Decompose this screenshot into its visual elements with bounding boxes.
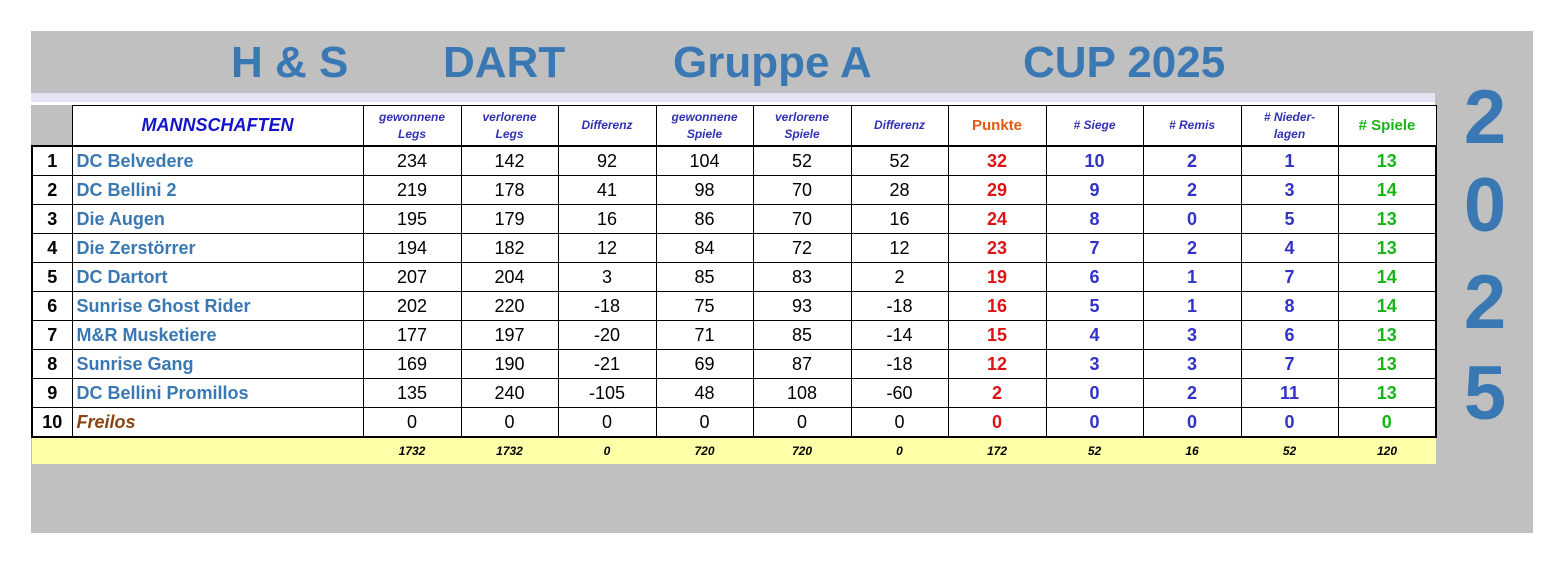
cell-points: 0 [948, 408, 1046, 438]
cell-won-legs: 207 [363, 263, 461, 292]
cell-team: Die Zerstörrer [72, 234, 363, 263]
cell-losses: 3 [1241, 176, 1338, 205]
cell-won-games: 0 [656, 408, 753, 438]
cell-lost-games: 70 [753, 176, 851, 205]
total-won-legs: 1732 [363, 437, 461, 464]
cell-rank: 3 [32, 205, 72, 234]
table-header [32, 106, 1436, 147]
cell-games: 14 [1338, 292, 1436, 321]
cell-losses: 6 [1241, 321, 1338, 350]
cell-rank: 9 [32, 379, 72, 408]
total-points: 172 [948, 437, 1046, 464]
cell-games: 13 [1338, 350, 1436, 379]
cell-team: DC Bellini Promillos [72, 379, 363, 408]
cell-won-games: 71 [656, 321, 753, 350]
cell-diff-legs: 12 [558, 234, 656, 263]
totals-row [32, 437, 1436, 464]
cell-points: 32 [948, 146, 1046, 176]
cell-team: DC Belvedere [72, 146, 363, 176]
cell-diff-games: 28 [851, 176, 948, 205]
cell-won-legs: 169 [363, 350, 461, 379]
cell-points: 12 [948, 350, 1046, 379]
cell-points: 24 [948, 205, 1046, 234]
header-diff-legs: Differenz [558, 106, 656, 147]
cell-rank: 2 [32, 176, 72, 205]
cell-team: M&R Musketiere [72, 321, 363, 350]
header-team [72, 106, 363, 147]
cell-lost-games: 70 [753, 205, 851, 234]
cell-games: 14 [1338, 263, 1436, 292]
cell-lost-games: 87 [753, 350, 851, 379]
cell-diff-legs: -20 [558, 321, 656, 350]
cell-won-games: 75 [656, 292, 753, 321]
cell-games: 13 [1338, 379, 1436, 408]
cell-won-legs: 0 [363, 408, 461, 438]
cell-lost-legs: 197 [461, 321, 558, 350]
title-bar [31, 31, 1435, 93]
cell-lost-legs: 142 [461, 146, 558, 176]
header-losses: # Nieder- lagen [1241, 106, 1338, 147]
cell-team: DC Bellini 2 [72, 176, 363, 205]
cell-lost-legs: 182 [461, 234, 558, 263]
cell-draws: 3 [1143, 350, 1241, 379]
cell-won-games: 86 [656, 205, 753, 234]
cell-lost-legs: 178 [461, 176, 558, 205]
title-cup: CUP 2025 [1023, 38, 1226, 87]
cell-won-games: 85 [656, 263, 753, 292]
cell-lost-legs: 204 [461, 263, 558, 292]
header-won-games: gewonnene Spiele [656, 106, 753, 147]
cell-lost-games: 85 [753, 321, 851, 350]
cell-lost-games: 93 [753, 292, 851, 321]
cell-draws: 1 [1143, 292, 1241, 321]
cell-rank: 6 [32, 292, 72, 321]
cell-diff-games: 2 [851, 263, 948, 292]
cell-diff-games: 0 [851, 408, 948, 438]
cell-wins: 5 [1046, 292, 1143, 321]
cell-diff-games: -14 [851, 321, 948, 350]
cell-lost-legs: 190 [461, 350, 558, 379]
cell-won-legs: 135 [363, 379, 461, 408]
cell-wins: 0 [1046, 379, 1143, 408]
cell-points: 15 [948, 321, 1046, 350]
cell-points: 16 [948, 292, 1046, 321]
total-lost-legs: 1732 [461, 437, 558, 464]
header-points: Punkte [948, 106, 1046, 147]
cell-diff-games: 52 [851, 146, 948, 176]
title-hs: H & S [231, 38, 349, 87]
cell-points: 19 [948, 263, 1046, 292]
total-lost-games: 720 [753, 437, 851, 464]
cell-lost-legs: 179 [461, 205, 558, 234]
header-diff-games: Differenz [851, 106, 948, 147]
cell-diff-legs: 3 [558, 263, 656, 292]
table-row [32, 205, 1436, 234]
cell-games: 14 [1338, 176, 1436, 205]
table-row [32, 234, 1436, 263]
cell-diff-games: -60 [851, 379, 948, 408]
total-diff-legs: 0 [558, 437, 656, 464]
cell-diff-legs: -105 [558, 379, 656, 408]
header-wins: # Siege [1046, 106, 1143, 147]
cell-games: 13 [1338, 146, 1436, 176]
cell-won-legs: 234 [363, 146, 461, 176]
title-divider [31, 93, 1435, 102]
cell-won-games: 48 [656, 379, 753, 408]
cell-games: 13 [1338, 321, 1436, 350]
header-draws: # Remis [1143, 106, 1241, 147]
table-row [32, 321, 1436, 350]
cell-losses: 11 [1241, 379, 1338, 408]
cell-lost-games: 52 [753, 146, 851, 176]
cell-wins: 10 [1046, 146, 1143, 176]
cell-diff-legs: -21 [558, 350, 656, 379]
cell-lost-games: 72 [753, 234, 851, 263]
cell-draws: 2 [1143, 176, 1241, 205]
table-row [32, 292, 1436, 321]
cell-wins: 3 [1046, 350, 1143, 379]
cell-wins: 9 [1046, 176, 1143, 205]
cell-losses: 7 [1241, 350, 1338, 379]
header-won-legs: gewonnene Legs [363, 106, 461, 147]
cell-diff-legs: 0 [558, 408, 656, 438]
cell-draws: 2 [1143, 146, 1241, 176]
cell-draws: 2 [1143, 234, 1241, 263]
table-row [32, 176, 1436, 205]
cell-won-legs: 194 [363, 234, 461, 263]
total-wins: 52 [1046, 437, 1143, 464]
cell-won-games: 98 [656, 176, 753, 205]
standings-table [31, 105, 1437, 464]
cell-diff-games: 16 [851, 205, 948, 234]
cell-won-games: 69 [656, 350, 753, 379]
year-digit-2: 0 [1463, 163, 1507, 248]
cell-diff-legs: 41 [558, 176, 656, 205]
cell-lost-games: 0 [753, 408, 851, 438]
cell-losses: 7 [1241, 263, 1338, 292]
cell-rank: 4 [32, 234, 72, 263]
total-diff-games: 0 [851, 437, 948, 464]
cell-losses: 8 [1241, 292, 1338, 321]
table-row [32, 350, 1436, 379]
cell-team: Freilos [72, 408, 363, 438]
cell-draws: 2 [1143, 379, 1241, 408]
cell-wins: 4 [1046, 321, 1143, 350]
cell-points: 29 [948, 176, 1046, 205]
total-empty [32, 437, 72, 464]
cell-rank: 7 [32, 321, 72, 350]
cell-draws: 1 [1143, 263, 1241, 292]
table-row [32, 263, 1436, 292]
cell-rank: 1 [32, 146, 72, 176]
header-lost-legs: verlorene Legs [461, 106, 558, 147]
year-digit-4: 5 [1463, 351, 1507, 436]
cell-losses: 0 [1241, 408, 1338, 438]
cell-games: 0 [1338, 408, 1436, 438]
cell-won-legs: 202 [363, 292, 461, 321]
cell-diff-games: 12 [851, 234, 948, 263]
cell-points: 23 [948, 234, 1046, 263]
year-digit-1: 2 [1463, 75, 1507, 160]
cell-points: 2 [948, 379, 1046, 408]
header-games: # Spiele [1338, 106, 1436, 147]
total-won-games: 720 [656, 437, 753, 464]
cell-rank: 5 [32, 263, 72, 292]
cell-wins: 6 [1046, 263, 1143, 292]
cell-won-legs: 177 [363, 321, 461, 350]
year-digit-3: 2 [1463, 260, 1507, 345]
cell-diff-games: -18 [851, 292, 948, 321]
cell-draws: 3 [1143, 321, 1241, 350]
cell-losses: 4 [1241, 234, 1338, 263]
cell-team: Sunrise Ghost Rider [72, 292, 363, 321]
cell-team: DC Dartort [72, 263, 363, 292]
cell-lost-games: 83 [753, 263, 851, 292]
header-corner [32, 106, 72, 147]
header-lost-games: verlorene Spiele [753, 106, 851, 147]
total-games: 120 [1338, 437, 1436, 464]
cell-diff-legs: 92 [558, 146, 656, 176]
cell-losses: 1 [1241, 146, 1338, 176]
cell-lost-legs: 0 [461, 408, 558, 438]
table-row [32, 379, 1436, 408]
cell-draws: 0 [1143, 408, 1241, 438]
cell-lost-legs: 220 [461, 292, 558, 321]
table-row [32, 408, 1436, 438]
cell-won-legs: 195 [363, 205, 461, 234]
cell-team: Die Augen [72, 205, 363, 234]
cell-diff-legs: -18 [558, 292, 656, 321]
cell-wins: 7 [1046, 234, 1143, 263]
title-gruppe: Gruppe A [673, 38, 872, 87]
cell-diff-legs: 16 [558, 205, 656, 234]
cell-rank: 8 [32, 350, 72, 379]
total-draws: 16 [1143, 437, 1241, 464]
cell-draws: 0 [1143, 205, 1241, 234]
cell-lost-games: 108 [753, 379, 851, 408]
cell-diff-games: -18 [851, 350, 948, 379]
cell-won-games: 84 [656, 234, 753, 263]
cell-losses: 5 [1241, 205, 1338, 234]
cell-games: 13 [1338, 234, 1436, 263]
cell-team: Sunrise Gang [72, 350, 363, 379]
cell-games: 13 [1338, 205, 1436, 234]
total-losses: 52 [1241, 437, 1338, 464]
cell-wins: 0 [1046, 408, 1143, 438]
title-dart: DART [443, 38, 566, 87]
cell-won-legs: 219 [363, 176, 461, 205]
header-team-label: MANNSCHAFTEN [141, 115, 294, 135]
table-row [32, 146, 1436, 176]
total-empty [72, 437, 363, 464]
cell-lost-legs: 240 [461, 379, 558, 408]
cell-rank: 10 [32, 408, 72, 438]
cell-won-games: 104 [656, 146, 753, 176]
cell-wins: 8 [1046, 205, 1143, 234]
